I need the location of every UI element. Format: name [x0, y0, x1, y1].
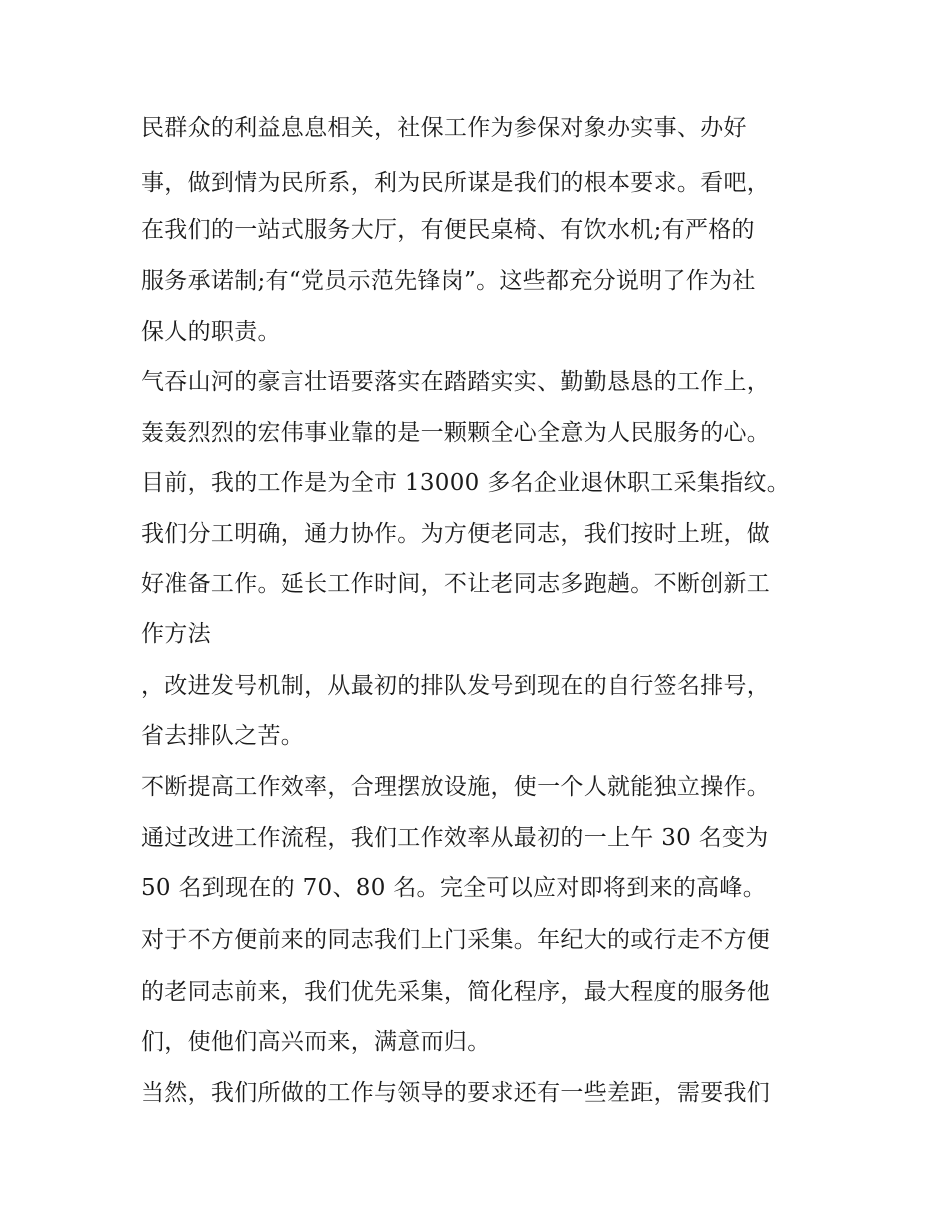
- text-line: 不断提高工作效率，合理摆放设施，使一个人就能独立操作。: [141, 774, 771, 800]
- text-line: 事，做到情为民所系，利为民所谋是我们的根本要求。看吧，: [141, 170, 771, 196]
- text-line: 目前，我的工作是为全市 13000 多名企业退休职工采集指纹。: [141, 470, 791, 496]
- text-line: 们，使他们高兴而来，满意而归。: [141, 1029, 491, 1055]
- text-line: 对于不方便前来的同志我们上门采集。年纪大的或行走不方便: [141, 927, 771, 953]
- text-line: 好准备工作。延长工作时间，不让老同志多跑趟。不断创新工: [141, 571, 771, 597]
- text-line: 气吞山河的豪言壮语要落实在踏踏实实、勤勤恳恳的工作上，: [141, 369, 771, 395]
- text-line: 保人的职责。: [141, 319, 281, 345]
- text-line: 通过改进工作流程，我们工作效率从最初的一上午 30 名变为: [141, 825, 769, 851]
- text-line: 服务承诺制;有“党员示范先锋岗”。这些都充分说明了作为社: [141, 268, 756, 294]
- text-line: 在我们的一站式服务大厅，有便民桌椅、有饮水机;有严格的: [141, 217, 755, 243]
- text-line: 省去排队之苦。: [141, 723, 305, 749]
- text-line: ，改进发号机制，从最初的排队发号到现在的自行签名排号，: [141, 673, 771, 699]
- text-line: 50 名到现在的 70、80 名。完全可以应对即将到来的高峰。: [141, 875, 767, 901]
- text-line: 轰轰烈烈的宏伟事业靠的是一颗颗全心全意为人民服务的心。: [141, 420, 771, 446]
- text-line: 的老同志前来，我们优先采集，简化程序，最大程度的服务他: [141, 979, 771, 1005]
- text-line: 我们分工明确，通力协作。为方便老同志，我们按时上班，做: [141, 521, 771, 547]
- text-line: 作方法: [141, 621, 211, 647]
- text-line: 民群众的利益息息相关，社保工作为参保对象办实事、办好: [141, 115, 747, 141]
- text-line: 当然，我们所做的工作与领导的要求还有一些差距，需要我们: [141, 1080, 771, 1106]
